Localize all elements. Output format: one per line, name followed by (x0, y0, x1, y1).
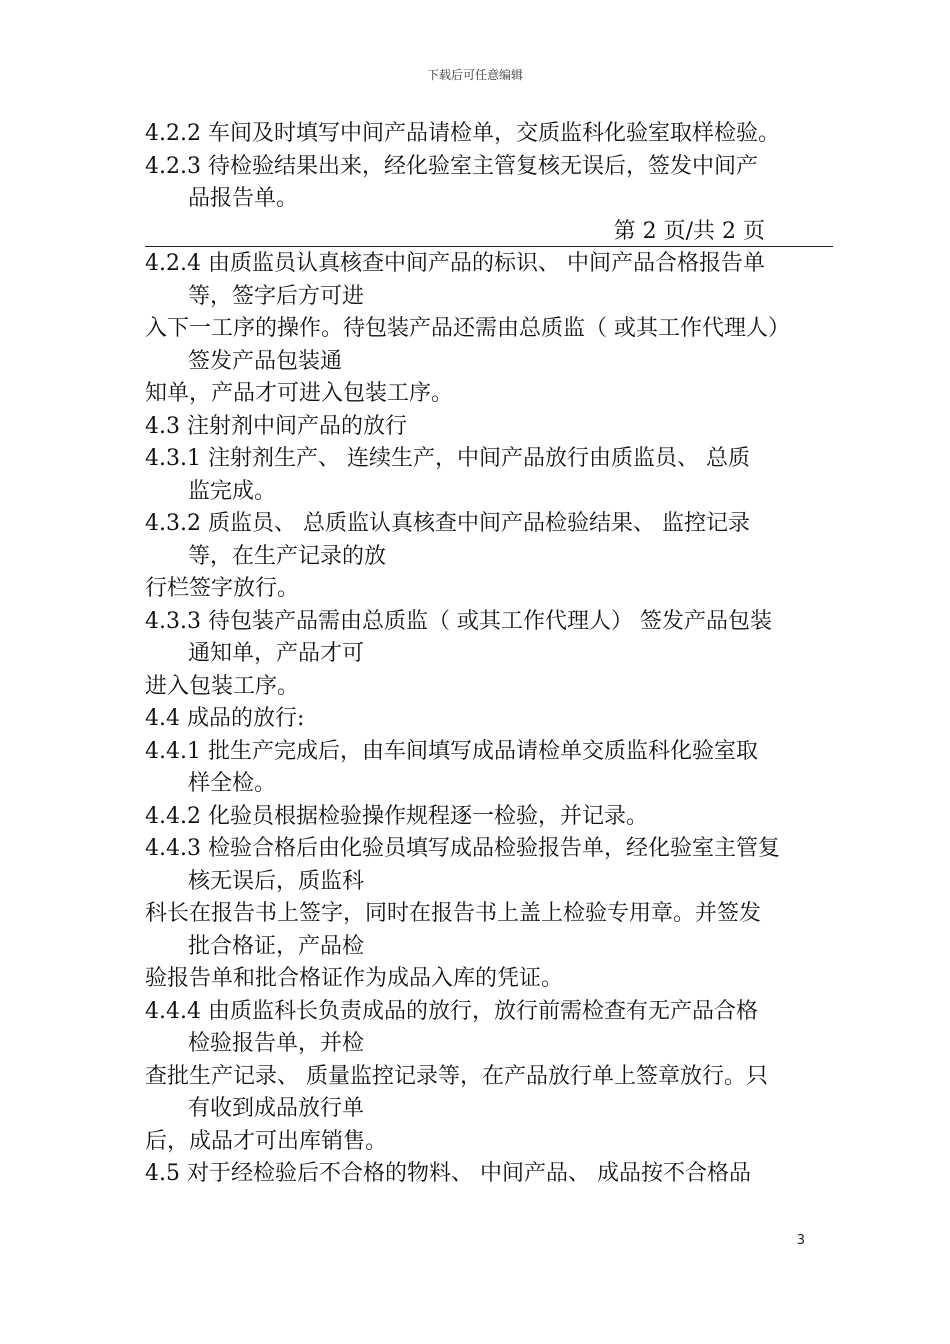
page-number: 3 (796, 1233, 805, 1248)
text-line: 4.3.3 待包装产品需由总质监（ 或其工作代理人） 签发产品包装 (145, 608, 772, 634)
text-line: 4.4.4 由质监科长负责成品的放行，放行前需检查有无产品合格 (145, 998, 758, 1024)
horizontal-divider (145, 246, 833, 247)
text-line: 检验报告单，并检 (188, 1031, 365, 1056)
text-line: 4.3.2 质监员、 总质监认真核查中间产品检验结果、 监控记录 (145, 511, 750, 536)
text-line: 签发产品包装通 (188, 348, 343, 374)
text-line: 查批生产记录、 质量监控记录等，在产品放行单上签章放行。只 (145, 1063, 768, 1089)
text-line: 4.4.3 检验合格后由化验员填写成品检验报告单，经化验室主管复 (145, 836, 780, 861)
text-line: 4.5 对于经检验后不合格的物料、 中间产品、 成品按不合格品 (145, 1161, 751, 1186)
section-heading: 4.4 成品的放行: (145, 706, 305, 731)
document-body (145, 118, 835, 1191)
text-line: 入下一工序的操作。待包装产品还需由总质监（ 或其工作代理人） (145, 316, 790, 341)
text-line: 知单，产品才可进入包装工序。 (145, 381, 454, 406)
text-line: 4.4.1 批生产完成后，由车间填写成品请检单交质监科化验室取 (145, 738, 758, 764)
section-heading: 4.3 注射剂中间产品的放行 (145, 413, 407, 439)
page-count-label: 第 2 页/共 2 页 (613, 218, 765, 244)
text-line: 行栏签字放行。 (145, 576, 300, 601)
text-line: 科长在报告书上签字，同时在报告书上盖上检验专用章。并签发 (145, 901, 762, 926)
text-line: 通知单，产品才可 (188, 641, 365, 666)
text-line: 有收到成品放行单 (188, 1096, 365, 1121)
text-line: 等，在生产记录的放 (188, 543, 387, 569)
text-line: 4.3.1 注射剂生产、 连续生产，中间产品放行由质监员、 总质 (145, 446, 750, 471)
text-line: 进入包装工序。 (145, 673, 300, 699)
page-header: 下载后可任意编辑 (426, 68, 523, 82)
text-line: 4.4.2 化验员根据检验操作规程逐一检验，并记录。 (145, 803, 648, 829)
text-line: 4.2.4 由质监员认真核查中间产品的标识、 中间产品合格报告单 (145, 251, 765, 276)
text-line: 批合格证，产品检 (188, 933, 365, 959)
text-line: 验报告单和批合格证作为成品入库的凭证。 (145, 966, 564, 991)
text-line: 后，成品才可出库销售。 (145, 1128, 388, 1154)
text-line: 等，签字后方可进 (188, 283, 365, 309)
text-line: 4.2.3 待检验结果出来，经化验室主管复核无误后，签发中间产 (145, 153, 758, 179)
text-line: 核无误后，质监科 (188, 868, 365, 894)
text-line: 品报告单。 (188, 186, 299, 211)
text-line: 样全检。 (188, 771, 277, 796)
text-line: 监完成。 (188, 478, 277, 504)
text-line: 4.2.2 车间及时填写中间产品请检单，交质监科化验室取样检验。 (145, 121, 780, 146)
